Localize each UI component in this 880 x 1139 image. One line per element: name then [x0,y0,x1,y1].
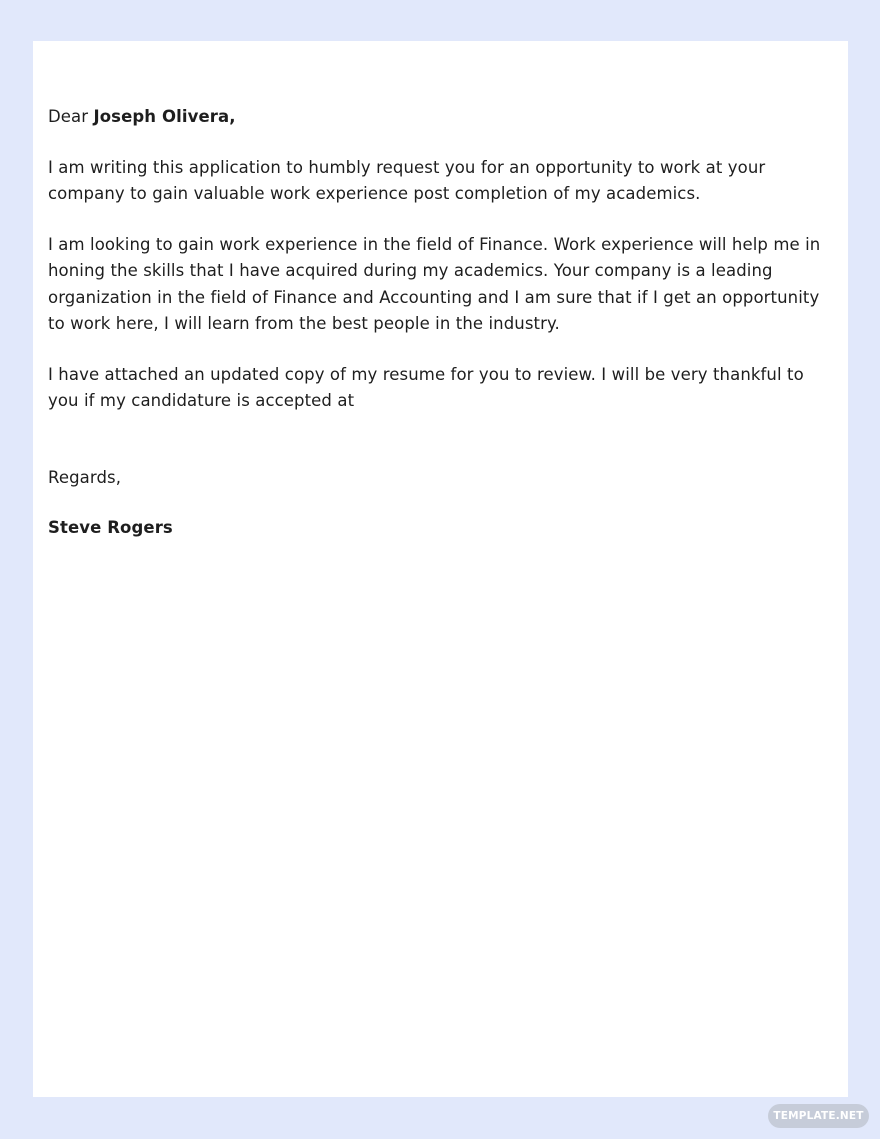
paragraph-1: I am writing this application to humbly request you for an opportunity to work at your company to gain valuable work experience post completion of my academics. [48,157,766,203]
recipient-name: Joseph Olivera, [93,107,236,126]
letter-body [48,104,838,566]
salutation-prefix: Dear [48,107,94,126]
template-net-watermark[interactable]: TEMPLATE.NET [768,1104,869,1128]
salutation [48,104,838,131]
letter-page [33,41,848,1097]
closing: Regards, [48,467,122,487]
paragraph-3: I have attached an updated copy of my resume for you to review. I will be very thankful to you if my candidature is accepted at [48,364,804,410]
paragraph-2: I am looking to gain work experience in the field of Finance. Work experience will help me in honing the skills that I have acquired during my academics. Your company is a leading organization in the field of Finance and Accounting and I am sure that if I get an opportunity to work here, I will learn from the best people in the industry. [48,234,821,333]
signature-name-text: Steve Rogers [48,518,173,537]
signature-name [48,515,838,542]
